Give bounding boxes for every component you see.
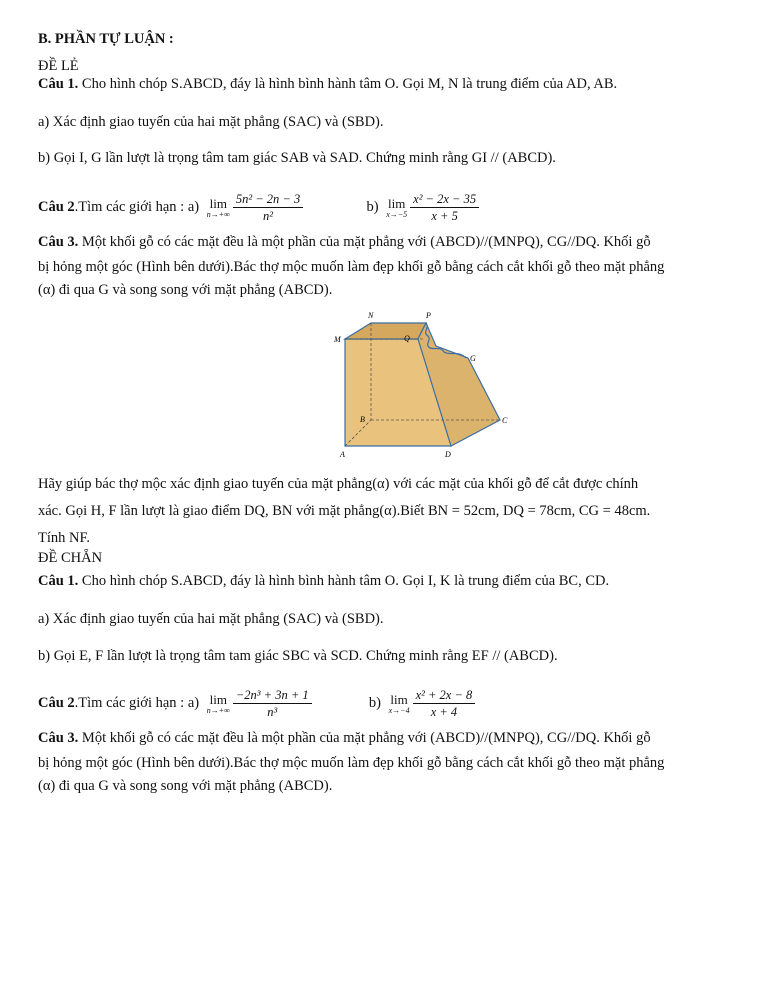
chan-cau3-line3: (α) đi qua G và song song với mặt phẳng (ABCD). bbox=[38, 778, 333, 794]
le-cau3-line5: xác. Gọi H, F lần lượt là giao điểm DQ, BN với mặt phẳng(α).Biết BN = 52cm, DQ = 78cm, CG = 48cm. bbox=[38, 503, 651, 519]
chan-cau1b: b) Gọi E, F lần lượt là trọng tâm tam giác SBC và SCD. Chứng minh rằng EF // (ABCD). bbox=[38, 648, 558, 664]
label-P: P bbox=[426, 311, 431, 320]
le-cau3-line1 bbox=[38, 233, 651, 251]
le-cau1b: b) Gọi I, G lần lượt là trọng tâm tam giác SAB và SAD. Chứng minh rằng GI // (ABCD). bbox=[38, 150, 556, 166]
le-cau2a-lim bbox=[207, 197, 230, 219]
le-cau2-text: .Tìm các giới hạn : bbox=[74, 199, 185, 215]
de-chan-heading: ĐỀ CHẴN bbox=[38, 550, 103, 566]
chan-cau2a-label: a) bbox=[187, 695, 200, 711]
le-cau2a-fraction bbox=[233, 192, 303, 223]
label-A: A bbox=[340, 450, 345, 459]
denominator: n² bbox=[263, 209, 274, 224]
lim-subscript: x→−5 bbox=[386, 209, 408, 219]
le-cau2b-fraction bbox=[410, 192, 479, 223]
chan-cau1-text: Cho hình chóp S.ABCD, đáy là hình bình hành tâm O. Gọi I, K là trung điểm của BC, CD. bbox=[81, 573, 610, 589]
numerator: −2n³ + 3n + 1 bbox=[233, 688, 312, 704]
lim-word: lim bbox=[209, 195, 227, 211]
le-cau2 bbox=[38, 190, 481, 224]
chan-cau3-label: Câu 3. bbox=[38, 730, 79, 746]
label-D: D bbox=[445, 450, 451, 459]
label-Q: Q bbox=[404, 334, 410, 343]
chan-cau2b-lim bbox=[389, 693, 410, 715]
denominator: n³ bbox=[267, 705, 278, 720]
chan-cau1a: a) Xác định giao tuyến của hai mặt phẳng (SAC) và (SBD). bbox=[38, 611, 384, 627]
le-cau3-label: Câu 3. bbox=[38, 234, 79, 250]
label-B: B bbox=[360, 415, 365, 424]
numerator: 5n² − 2n − 3 bbox=[233, 192, 303, 208]
chan-cau1 bbox=[38, 572, 609, 590]
numerator: x² − 2x − 35 bbox=[410, 192, 479, 208]
lim-subscript: x→−4 bbox=[388, 705, 410, 715]
denominator: x + 5 bbox=[431, 209, 458, 224]
wood-block-figure bbox=[318, 306, 528, 461]
le-cau3-line4: Hãy giúp bác thợ mộc xác định giao tuyến của mặt phẳng(α) với các mặt của khối gỗ để cắt được chính bbox=[38, 476, 639, 492]
lim-subscript: n→+∞ bbox=[206, 209, 230, 219]
le-cau1-label: Câu 1. bbox=[38, 76, 79, 92]
section-title: B. PHẦN TỰ LUẬN : bbox=[38, 31, 174, 47]
label-M: M bbox=[334, 335, 341, 344]
lim-word: lim bbox=[387, 195, 406, 211]
lim-subscript: n→+∞ bbox=[206, 705, 230, 715]
label-N: N bbox=[368, 311, 374, 320]
denominator: x + 4 bbox=[430, 705, 458, 720]
chan-cau2b-label: b) bbox=[368, 695, 381, 711]
le-cau1-text: Cho hình chóp S.ABCD, đáy là hình bình hành tâm O. Gọi M, N là trung điểm của AD, AB. bbox=[81, 76, 618, 92]
chan-cau1-label: Câu 1. bbox=[38, 573, 79, 589]
lim-word: lim bbox=[209, 691, 227, 707]
le-cau1a: a) Xác định giao tuyến của hai mặt phẳng (SAC) và (SBD). bbox=[38, 114, 384, 130]
chan-cau2 bbox=[38, 686, 477, 720]
chan-cau3-text1: Một khối gỗ có các mặt đều là một phần của mặt phẳng với (ABCD)//(MNPQ), CG//DQ. Khối gỗ bbox=[81, 730, 651, 746]
le-cau3-text1: Một khối gỗ có các mặt đều là một phần của mặt phẳng với (ABCD)//(MNPQ), CG//DQ. Khối gỗ bbox=[81, 234, 651, 250]
label-C: C bbox=[502, 416, 508, 425]
label-G: G bbox=[470, 354, 476, 363]
le-cau3-line3: (α) đi qua G và song song với mặt phẳng (ABCD). bbox=[38, 282, 333, 298]
de-le-heading: ĐỀ LẺ bbox=[38, 58, 79, 74]
chan-cau2a-lim bbox=[207, 693, 230, 715]
top-face bbox=[345, 323, 426, 339]
le-cau2a-label: a) bbox=[187, 199, 200, 215]
le-cau2b-lim bbox=[386, 197, 407, 219]
chan-cau3-line2: bị hỏng một góc (Hình bên dưới).Bác thợ mộc muốn làm đẹp khối gỗ bằng cách cắt khối gỗ theo mặt phẳng bbox=[38, 755, 665, 771]
le-cau2-label: Câu 2 bbox=[38, 199, 75, 215]
le-cau2b-label: b) bbox=[366, 199, 379, 215]
chan-cau2-label: Câu 2 bbox=[38, 695, 75, 711]
numerator: x² + 2x − 8 bbox=[413, 688, 476, 704]
le-cau3-line2: bị hỏng một góc (Hình bên dưới).Bác thợ mộc muốn làm đẹp khối gỗ bằng cách cắt khối gỗ theo mặt phẳng bbox=[38, 259, 665, 275]
chan-cau2-text: .Tìm các giới hạn : bbox=[74, 695, 185, 711]
chan-cau2a-fraction bbox=[233, 688, 312, 719]
le-cau3-line6: Tính NF. bbox=[38, 530, 91, 546]
le-cau1 bbox=[38, 75, 617, 93]
chan-cau2b-fraction bbox=[413, 688, 476, 719]
lim-word: lim bbox=[390, 691, 408, 707]
chan-cau3-line1 bbox=[38, 729, 651, 747]
